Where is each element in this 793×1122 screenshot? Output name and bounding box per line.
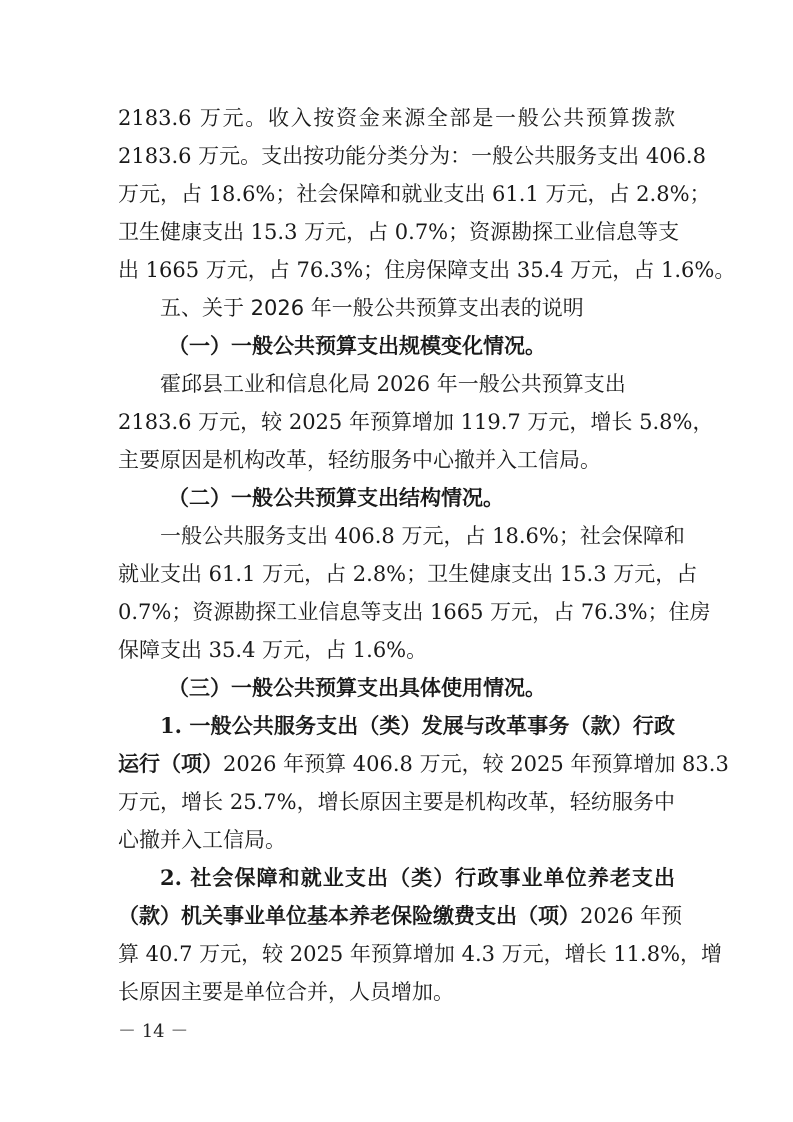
paragraph-line: 出 1665 万元，占 76.3%；住房保障支出 35.4 万元，占 1.6%。 <box>118 258 736 282</box>
subsection-heading: （二）一般公共预算支出结构情况。 <box>168 485 504 510</box>
paragraph-line: 卫生健康支出 15.3 万元，占 0.7%；资源勘探工业信息等支 <box>118 220 680 244</box>
paragraph-line: 霍邱县工业和信息化局 2026 年一般公共预算支出 <box>160 372 626 396</box>
paragraph-line: 算 40.7 万元，较 2025 年预算增加 4.3 万元，增长 11.8%，增 <box>118 942 723 966</box>
page-number: － 14 － <box>118 1021 189 1042</box>
item-text: 2026 年预算 406.8 万元，较 2025 年预算增加 83.3 <box>223 752 729 776</box>
paragraph-line: 2183.6 万元。支出按功能分类分为：一般公共服务支出 406.8 <box>118 144 706 168</box>
paragraph-line: 心撤并入工信局。 <box>118 828 286 852</box>
paragraph-line: 主要原因是机构改革，轻纺服务中心撤并入工信局。 <box>118 448 601 472</box>
paragraph-line: 一般公共服务支出 406.8 万元，占 18.6%；社会保障和 <box>160 524 685 548</box>
paragraph-line <box>118 896 683 936</box>
paragraph-line: 万元，增长 25.7%，增长原因主要是机构改革，轻纺服务中 <box>118 790 675 814</box>
paragraph-line: 就业支出 61.1 万元，占 2.8%；卫生健康支出 15.3 万元，占 <box>118 562 698 586</box>
paragraph-line: 0.7%；资源勘探工业信息等支出 1665 万元，占 76.3%；住房 <box>118 600 711 624</box>
item-heading: 2. 社会保障和就业支出（类）行政事业单位养老支出 <box>160 865 675 890</box>
paragraph-line <box>118 744 729 784</box>
paragraph-line: 保障支出 35.4 万元，占 1.6%。 <box>118 638 428 662</box>
paragraph-line: 2183.6 万元。收入按资金来源全部是一般公共预算拨款 <box>118 106 675 130</box>
paragraph-line: 2183.6 万元，较 2025 年预算增加 119.7 万元，增长 5.8%， <box>118 410 714 434</box>
subsection-heading: （三）一般公共预算支出具体使用情况。 <box>168 675 546 700</box>
paragraph-line: 长原因主要是单位合并，人员增加。 <box>118 980 454 1004</box>
subsection-heading: （一）一般公共预算支出规模变化情况。 <box>168 333 546 358</box>
item-heading: 1. 一般公共服务支出（类）发展与改革事务（款）行政 <box>160 713 675 738</box>
item-heading-tail: 运行（项） <box>118 751 223 776</box>
section-heading: 五、关于 2026 年一般公共预算支出表的说明 <box>160 296 584 320</box>
item-text: 2026 年预 <box>580 904 683 928</box>
paragraph-line: 万元，占 18.6%；社会保障和就业支出 61.1 万元，占 2.8%； <box>118 182 711 206</box>
item-heading-tail: （款）机关事业单位基本养老保险缴费支出（项） <box>118 903 580 928</box>
